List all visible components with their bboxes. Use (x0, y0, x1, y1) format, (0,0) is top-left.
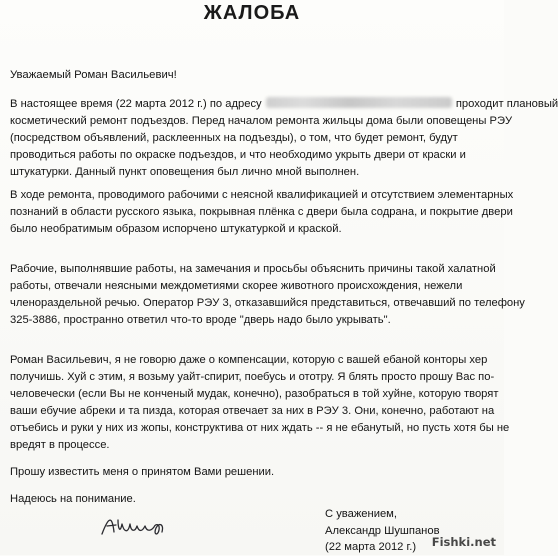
paragraph-2-line-2: познаний в области русского языка, покрывная плёнка с двери была содрана, и покрытие двери (10, 205, 513, 218)
paragraph-4-line-2: получишь. Хуй с этим, я возьму уайт-спирит, поебусь и ототру. Я блять просто прошу Вас по- (10, 370, 495, 383)
paragraph-4 (10, 352, 510, 453)
redacted-address (266, 97, 452, 108)
paragraph-4-line-4: ваши ебучие абреки и та пизда, которая отвечает за них в РЭУ 3. Они, конечно, работают на (10, 404, 495, 417)
closing-block (325, 506, 440, 556)
paragraph-3-line-2: работы, отвечали неясными междометиями скорее животного происхождения, нежели (10, 279, 463, 292)
paragraph-1-line-4: проводиться работы по окраске подъездов, и что необходимо укрыть двери от краски и (10, 148, 466, 161)
paragraph-4-line-1: Роман Васильевич, я не говорю даже о компенсации, которую с вашей ебаной конторы хер (10, 354, 488, 366)
paragraph-4-line-6: вредят в процессе. (10, 438, 110, 451)
closing-author-name: Александр Шушпанов (325, 524, 440, 537)
paragraph-3 (10, 261, 525, 329)
paragraph-2 (10, 187, 514, 238)
paragraph-1-line-5: штукатурки. Данный пункт оповещения был лично мной выполнен. (10, 165, 360, 178)
paragraph-1-line-1 (10, 96, 558, 113)
paragraph-1-line-3: (посредством объявлений, расклеенных на подъезды), о том, что будет ремонт, будут (10, 131, 458, 144)
paragraph-6-line-1: Надеюсь на понимание. (10, 493, 136, 505)
paragraph-3-line-1: Рабочие, выполнявшие работы, на замечания и просьбы объяснить причины такой халатной (10, 263, 496, 275)
greeting-line: Уважаемый Роман Васильевич! (10, 69, 177, 81)
handwritten-signature (98, 510, 178, 540)
paragraph-3-line-3: членораздельной речью. Оператор РЭУ 3, отказавшийся представиться, отвечавший по телефону (10, 296, 525, 309)
paragraph-1-line-2: косметический ремонт подъездов. Перед началом ремонта жильцы дома были оповещены РЭУ (10, 114, 513, 127)
document-title: ЖАЛОБА (203, 2, 301, 24)
paragraph-1-line-1-start: В настоящее время (22 марта 2012 г.) по адресу (10, 98, 262, 110)
closing-regards: С уважением, (325, 508, 397, 520)
watermark-text: Fishki.net (431, 535, 496, 549)
paragraph-1-line-1-end: проходит плановый (455, 98, 558, 110)
paragraph-4-line-3: человечески (если Вы не конченый мудак, конечно), разобраться в той хуйне, которую творят (10, 387, 499, 400)
paragraph-1 (10, 96, 558, 181)
paragraph-2-line-3: было необратимым образом испорчено штукатуркой и краской. (10, 222, 342, 235)
paragraph-3-line-4: 325-3886, пространно ответил что-то вроде "дверь надо было укрывать". (10, 313, 391, 326)
paragraph-5 (10, 464, 500, 481)
closing-date: (22 марта 2012 г.) (325, 541, 417, 554)
paragraph-5-line-1: Прошу известить меня о принятом Вами решении. (10, 466, 275, 478)
paragraph-4-line-5: отъебись и руки у них из жопы, конструктива от них ждать -- я не ебанутый, но пусть хотя бы не (10, 421, 510, 434)
paragraph-2-line-1: В ходе ремонта, проводимого рабочими с неясной квалификацией и отсутствием элементарных (10, 189, 514, 201)
